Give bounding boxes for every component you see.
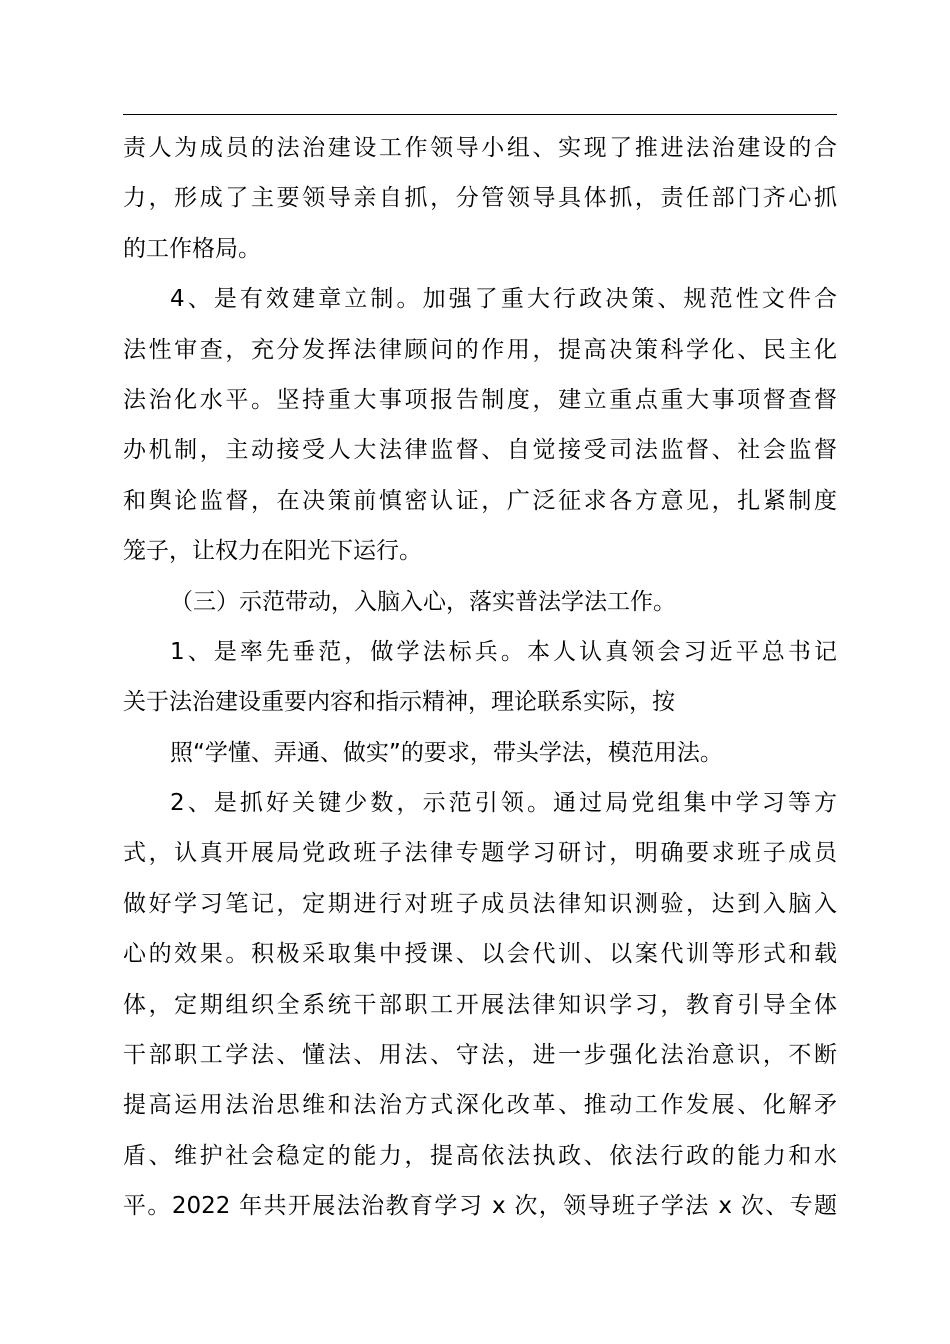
text-line: 式，认真开展局党政班子法律专题学习研讨，明确要求班子成员 (123, 840, 837, 867)
text-line: 的工作格局。 (123, 235, 261, 262)
text-line: 平。2022 年共开展法治教育学习 x 次，领导班子学法 x 次、专题 (123, 1193, 837, 1220)
body-text (123, 123, 837, 1232)
section-heading: （三）示范带动，入脑入心，落实普法学法工作。 (170, 588, 676, 615)
text-line: 法性审查，充分发挥法律顾问的作用，提高决策科学化、民主化 (123, 336, 837, 363)
text-line: 关于法治建设重要内容和指示精神，理论联系实际，按 (123, 689, 675, 716)
text-line: 2、是抓好关键少数，示范引领。通过局党组集中学习等方 (170, 790, 837, 817)
text-line: 办机制，主动接受人大法律监督、自觉接受司法监督、社会监督 (123, 437, 837, 464)
text-line: 体，定期组织全系统干部职工开展法律知识学习，教育引导全体 (123, 991, 837, 1018)
text-line: 照“学懂、弄通、做实”的要求，带头学法，模范用法。 (170, 739, 723, 766)
header-rule (123, 114, 837, 115)
text-line: 1、是率先垂范，做学法标兵。本人认真领会习近平总书记 (170, 638, 837, 665)
text-line: 干部职工学法、懂法、用法、守法，进一步强化法治意识，不断 (123, 1042, 837, 1069)
text-line: 做好学习笔记，定期进行对班子成员法律知识测验，达到入脑入 (123, 890, 837, 917)
text-line: 提高运用法治思维和法治方式深化改革、推动工作发展、化解矛 (123, 1092, 837, 1119)
text-line: 笼子，让权力在阳光下运行。 (123, 538, 422, 565)
text-line: 和舆论监督，在决策前慎密认证，广泛征求各方意见，扎紧制度 (123, 487, 837, 514)
text-line: 心的效果。积极采取集中授课、以会代训、以案代训等形式和载 (123, 941, 837, 968)
text-line: 盾、维护社会稳定的能力，提高依法执政、依法行政的能力和水 (123, 1142, 837, 1169)
text-line: 力，形成了主要领导亲自抓，分管领导具体抓，责任部门齐心抓 (123, 185, 837, 212)
text-line: 4、是有效建章立制。加强了重大行政决策、规范性文件合 (170, 286, 837, 313)
text-line: 责人为成员的法治建设工作领导小组、实现了推进法治建设的合 (123, 135, 837, 161)
text-line: 法治化水平。坚持重大事项报告制度，建立重点重大事项督查督 (123, 386, 837, 413)
